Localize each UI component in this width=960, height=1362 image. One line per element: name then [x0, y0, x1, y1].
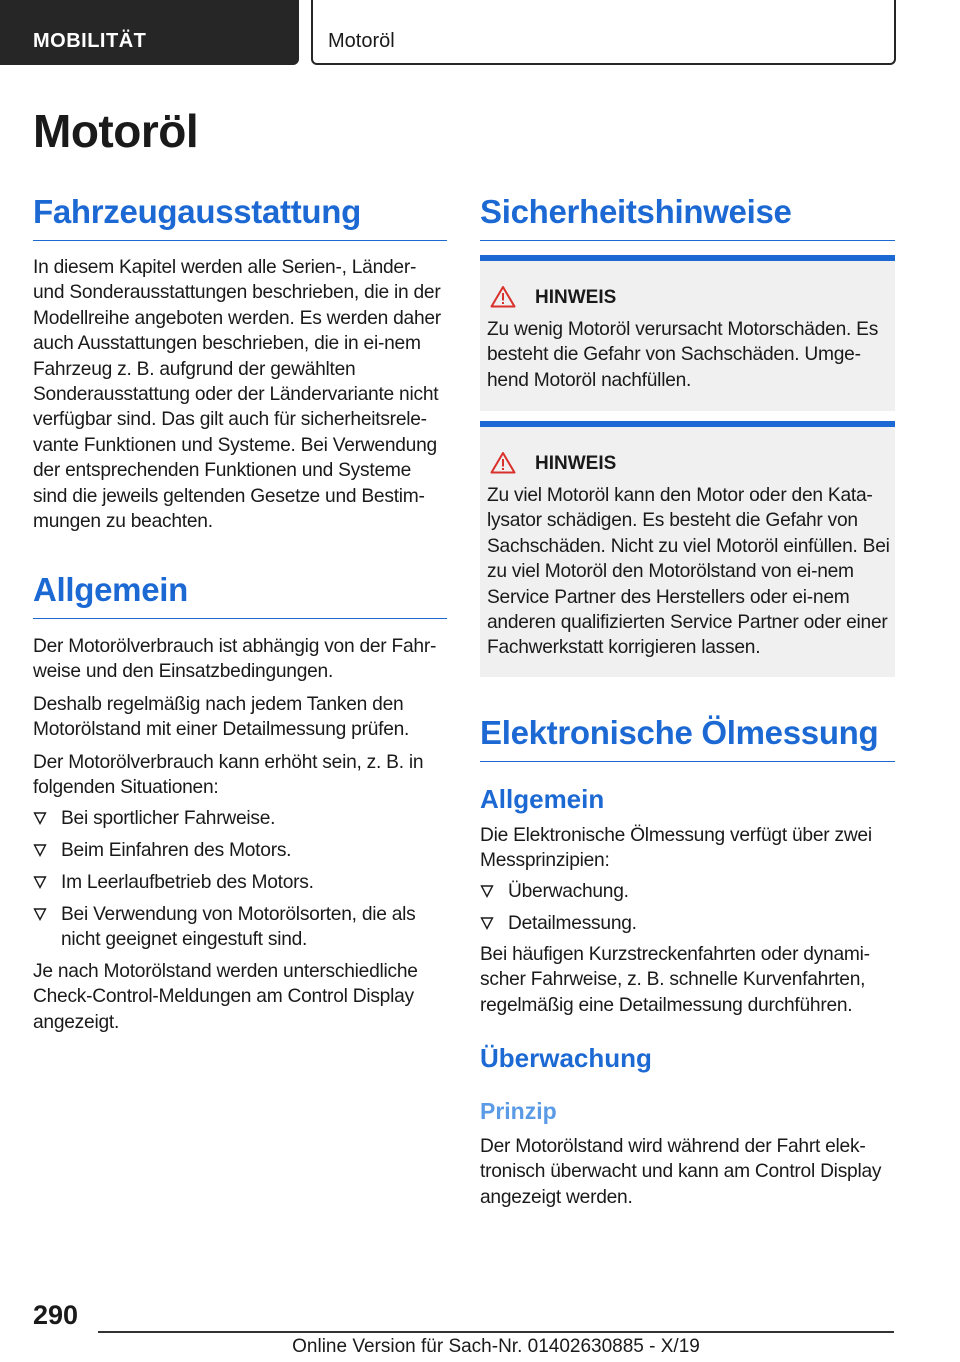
paragraph-prinzip: Der Motorölstand wird während der Fahrt elek-tronisch überwacht und kann am Control Display angezeigt werden. [480, 1136, 882, 1208]
notice-label: HINWEIS [535, 287, 617, 308]
page-number: 290 [33, 1300, 79, 1330]
list-item [33, 870, 447, 895]
footer-divider [98, 1331, 894, 1333]
paragraph-allgemein-2: Deshalb regelmäßig nach jedem Tanken den Motorölstand mit einer Detailmessung prüfen. [33, 694, 410, 741]
subheading-prinzip: Prinzip [480, 1098, 557, 1124]
footer-version-text: Online Version für Sach-Nr. 01402630885 - X/19 [292, 1336, 700, 1357]
list-item [33, 902, 447, 953]
triangle-bullet-icon [33, 872, 47, 892]
header-section-tab [0, 0, 299, 65]
triangle-bullet-icon [480, 881, 494, 901]
header-topic-label: Motoröl [328, 30, 395, 52]
heading-sicherheitshinweise: Sicherheitshinweise [480, 193, 895, 241]
list-item-text: Im Leerlaufbetrieb des Motors. [61, 872, 314, 893]
subheading-allgemein: Allgemein [480, 784, 605, 814]
list-item-text: Bei Verwendung von Motorölsorten, die als nicht geeignet eingestuft sind. [61, 904, 416, 951]
heading-fahrzeugausstattung: Fahrzeugausstattung [33, 193, 447, 241]
notice-text: Zu viel Motoröl kann den Motor oder den Kata-lysator schädigen. Es besteht die Gefahr von Sachschäden. Nicht zu viel Motoröl einfüllen. Bei zu viel Motoröl den Motorölstand von ei-nem Service Partner des Herstellers oder ei-nem anderen qualifizierten Service Partner oder einer Fachwerkstatt korrigieren lassen. [487, 485, 890, 659]
triangle-bullet-icon [33, 808, 47, 828]
triangle-bullet-icon [33, 840, 47, 860]
warning-triangle-icon [490, 285, 516, 308]
notice-box [480, 421, 895, 677]
triangle-bullet-icon [480, 913, 494, 933]
list-item-text: Beim Einfahren des Motors. [61, 840, 292, 861]
heading-allgemein: Allgemein [33, 571, 447, 619]
paragraph-allgemein-3: Der Motorölverbrauch kann erhöht sein, z. B. in folgenden Situationen: [33, 752, 424, 799]
heading-elektronische-oelmessung: Elektronische Ölmessung [480, 714, 895, 762]
list-item [33, 806, 447, 831]
paragraph-oelmessung-1: Die Elektronische Ölmessung verfügt über zwei Messprinzipien: [480, 825, 872, 872]
paragraph-fahrzeugausstattung: In diesem Kapitel werden alle Serien-, Länder- und Sonderausstattungen beschrieben, die in der Modellreihe angeboten werden. Es werden daher auch Ausstattungen beschrieben, die in ei-nem Fahrzeug z. B. aufgrund der gewählten Sonderausstattung oder der Ländervariante nicht verfügbar sind. Das gilt auch für sicherheitsrele-vante Funktionen und Systeme. Bei Verwendung der entsprechenden Funktionen und Systeme sind die jeweils geltenden Gesetze und Bestim-mungen zu beachten. [33, 257, 441, 533]
paragraph-oelmessung-2: Bei häufigen Kurzstreckenfahrten oder dynami-scher Fahrweise, z. B. schnelle Kurvenfahrten, regelmäßig eine Detailmessung durchführen. [480, 944, 870, 1016]
list-item-text: Überwachung. [508, 881, 629, 902]
list-item [480, 911, 895, 936]
paragraph-allgemein-1: Der Motorölverbrauch ist abhängig von der Fahr-weise und den Einsatzbedingungen. [33, 636, 437, 683]
subheading-ueberwachung: Überwachung [480, 1043, 652, 1073]
paragraph-allgemein-4: Je nach Motorölstand werden unterschiedliche Check-Control-Meldungen am Control Display angezeigt. [33, 961, 418, 1033]
header-topic-tab [311, 0, 896, 65]
list-item-text: Bei sportlicher Fahrweise. [61, 808, 276, 829]
page-title: Motoröl [33, 105, 199, 157]
warning-triangle-icon [490, 451, 516, 474]
notice-label: HINWEIS [535, 453, 617, 474]
notice-text: Zu wenig Motoröl verursacht Motorschäden. Es besteht die Gefahr von Sachschäden. Umge-hend Motoröl nachfüllen. [487, 319, 879, 391]
notice-box [480, 255, 895, 411]
list-item [480, 879, 895, 904]
header-section-label: MOBILITÄT [33, 30, 147, 52]
triangle-bullet-icon [33, 904, 47, 924]
list-item-text: Detailmessung. [508, 913, 637, 934]
list-item [33, 838, 447, 863]
